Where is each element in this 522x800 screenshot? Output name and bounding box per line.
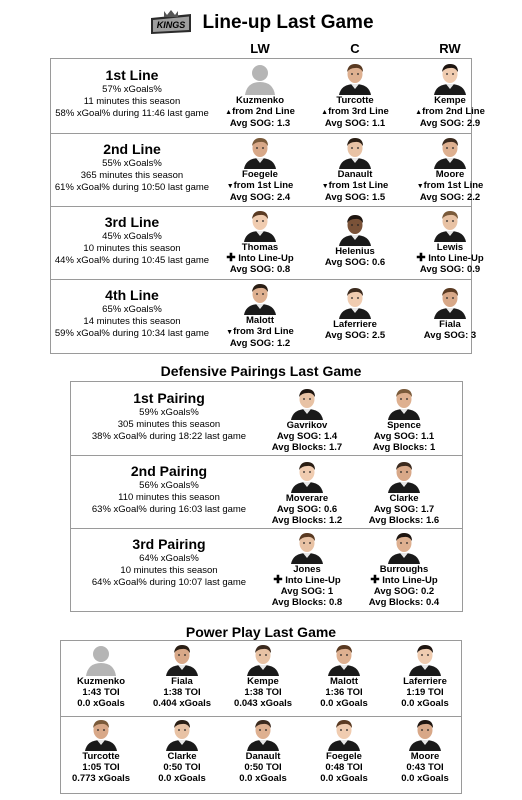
powerplay-player-card[interactable] [142,717,222,784]
player-photo [406,642,444,676]
player-movement: ▼from 1st Line [321,180,389,191]
powerplay-player-card[interactable] [223,717,303,784]
player-photo [244,717,282,751]
plus-icon: ✚ [273,574,283,586]
player-avg-sog: Avg SOG: 3 [423,330,477,341]
player-avg-sog: Avg SOG: 2.2 [419,192,481,203]
player-card[interactable] [300,135,410,203]
player-movement: ✚ Into Line-Up [416,252,484,264]
player-xgoals: 0.0 xGoals [401,773,449,784]
line-last-game: 58% xGoal% during 11:46 last game [55,108,209,119]
pairing-xgoals: 64% xGoals% [139,553,199,564]
player-photo [385,386,423,420]
defense-section-title: Defensive Pairings Last Game [160,363,362,379]
line-xgoals: 65% xGoals% [102,304,162,315]
player-name: Clarke [167,751,197,762]
player-card[interactable] [252,459,362,526]
player-movement: ✚ Into Line-Up [226,252,294,264]
arrow-down-icon: ▼ [321,183,329,190]
player-movement: ✚ Into Line-Up [273,574,341,586]
player-photo [163,717,201,751]
player-card[interactable] [300,61,410,129]
player-name: Moore [435,169,465,180]
player-name: Jones [293,564,321,575]
line-minutes: 14 minutes this season [83,316,181,327]
line-xgoals: 45% xGoals% [102,231,162,242]
line-last-game: 59% xGoal% during 10:34 last game [54,328,210,339]
player-name: Turcotte [82,751,120,762]
player-card[interactable] [205,281,315,349]
player-photo [336,285,374,319]
player-avg-sog: Avg SOG: 1 [280,586,334,597]
arrow-down-icon: ▼ [226,183,234,190]
player-card[interactable] [349,530,459,608]
player-avg-sog: Avg SOG: 2.4 [229,192,291,203]
player-avg-sog: Avg SOG: 1.1 [373,431,435,442]
player-name: Danault [337,169,373,180]
player-photo [241,61,279,95]
pairing-summary [76,390,262,443]
player-photo [241,208,279,242]
pairing-xgoals: 59% xGoals% [139,407,199,418]
line-title: 4th Line [105,287,159,303]
line-title: 3rd Line [104,214,160,230]
kings-logo [148,10,194,36]
player-name: Moverare [285,493,329,504]
arrow-down-icon: ▼ [416,183,424,190]
pairing-summary [76,536,262,589]
player-name: Malott [330,676,358,687]
player-photo [82,717,120,751]
column-head-c: C [350,41,360,56]
player-name: Laferriere [333,319,377,330]
player-name: Kuzmenko [235,95,285,106]
powerplay-player-card[interactable] [61,642,141,709]
player-name: Gavrikov [286,420,328,431]
player-movement: ▲from 3rd Line [321,106,389,117]
player-photo [82,642,120,676]
player-name: Burroughs [379,564,429,575]
player-card[interactable] [395,208,505,275]
column-head-lw: LW [250,41,270,56]
player-name: Kempe [434,95,466,106]
player-name: Turcotte [336,95,374,106]
player-xgoals: 0.773 xGoals [71,773,131,784]
player-avg-blocks: Avg Blocks: 1 [372,442,436,453]
line-last-game: 44% xGoal% during 10:45 last game [54,255,210,266]
line-xgoals: 55% xGoals% [102,158,162,169]
row-divider [70,455,463,456]
player-movement: ▲from 2nd Line [415,106,485,117]
pairing-title: 3rd Pairing [132,536,206,552]
player-name: Moore [410,751,440,762]
player-photo [288,386,326,420]
player-photo [336,61,374,95]
player-toi: 1:43 TOI [82,687,120,698]
player-toi: 0:48 TOI [325,762,363,773]
player-xgoals: 0.0 xGoals [401,698,449,709]
player-card[interactable] [395,61,505,129]
player-avg-blocks: Avg Blocks: 1.7 [271,442,343,453]
player-movement: ▼from 3rd Line [226,326,294,337]
player-name: Clarke [389,493,419,504]
line-summary [52,287,212,340]
line-summary [52,67,212,120]
player-toi: 1:38 TOI [244,687,282,698]
plus-icon: ✚ [416,252,426,264]
arrow-up-icon: ▲ [225,109,233,116]
player-name: Helenius [335,246,375,257]
plus-icon: ✚ [370,574,380,586]
line-last-game: 61% xGoal% during 10:50 last game [54,182,210,193]
player-photo [406,717,444,751]
player-toi: 1:05 TOI [82,762,120,773]
pairing-xgoals: 56% xGoals% [139,480,199,491]
player-movement: ▼from 1st Line [416,180,484,191]
page-title: Line-up Last Game [202,12,374,33]
player-toi: 0:43 TOI [406,762,444,773]
player-avg-sog: Avg SOG: 1.2 [229,338,291,349]
player-name: Foegele [326,751,362,762]
player-toi: 1:36 TOI [325,687,363,698]
player-photo [288,530,326,564]
powerplay-player-card[interactable] [304,717,384,784]
player-card[interactable] [300,285,410,341]
svg-text:KINGS: KINGS [157,20,186,30]
powerplay-player-card[interactable] [223,642,303,709]
player-avg-sog: Avg SOG: 0.2 [373,586,435,597]
player-toi: 0:50 TOI [244,762,282,773]
row-divider [70,528,463,529]
player-card[interactable] [395,135,505,203]
pairing-summary [76,463,262,516]
player-card[interactable] [252,386,362,453]
player-xgoals: 0.0 xGoals [77,698,125,709]
player-toi: 0:50 TOI [163,762,201,773]
player-card[interactable] [349,386,459,453]
player-movement: ▲from 2nd Line [225,106,295,117]
row-divider [50,133,472,134]
pairing-minutes: 10 minutes this season [120,565,218,576]
player-card[interactable] [205,61,315,129]
player-photo [288,459,326,493]
column-head-rw: RW [439,41,461,56]
player-name: Kuzmenko [76,676,126,687]
pairing-last-game: 38% xGoal% during 18:22 last game [91,431,247,442]
arrow-up-icon: ▲ [415,109,423,116]
player-avg-sog: Avg SOG: 1.4 [276,431,338,442]
player-name: Fiala [171,676,193,687]
player-name: Danault [245,751,281,762]
player-name: Laferriere [403,676,447,687]
line-summary [52,214,212,267]
row-divider [50,206,472,207]
player-photo [431,135,469,169]
player-avg-sog: Avg SOG: 1.5 [324,192,386,203]
player-photo [385,530,423,564]
player-photo [336,135,374,169]
player-photo [241,281,279,315]
arrow-up-icon: ▲ [321,109,329,116]
player-name: Malott [246,315,274,326]
line-minutes: 10 minutes this season [83,243,181,254]
player-avg-sog: Avg SOG: 1.1 [324,118,386,129]
pairing-last-game: 64% xGoal% during 10:07 last game [91,577,247,588]
player-avg-blocks: Avg Blocks: 1.2 [271,515,343,526]
player-avg-sog: Avg SOG: 0.6 [324,257,386,268]
line-summary [52,141,212,194]
line-xgoals: 57% xGoals% [102,84,162,95]
player-avg-sog: Avg SOG: 0.9 [419,264,481,275]
player-card[interactable] [205,135,315,203]
player-name: Kempe [247,676,279,687]
player-name: Fiala [439,319,461,330]
pairing-minutes: 110 minutes this season [118,492,220,503]
player-photo [431,208,469,242]
player-xgoals: 0.0 xGoals [320,698,368,709]
player-avg-blocks: Avg Blocks: 0.8 [271,597,343,608]
player-movement: ✚ Into Line-Up [370,574,438,586]
plus-icon: ✚ [226,252,236,264]
player-name: Lewis [436,242,464,253]
player-avg-sog: Avg SOG: 1.3 [229,118,291,129]
title-bar [0,6,522,40]
line-minutes: 365 minutes this season [80,170,184,181]
player-xgoals: 0.0 xGoals [239,773,287,784]
player-avg-sog: Avg SOG: 2.5 [324,330,386,341]
row-divider [50,279,472,280]
player-xgoals: 0.043 xGoals [233,698,293,709]
player-card[interactable] [395,285,505,341]
player-name: Foegele [242,169,278,180]
powerplay-section-title: Power Play Last Game [185,624,337,640]
player-photo [325,717,363,751]
player-photo [385,459,423,493]
line-title: 2nd Line [103,141,161,157]
player-card[interactable] [252,530,362,608]
player-xgoals: 0.0 xGoals [158,773,206,784]
powerplay-player-card[interactable] [61,717,141,784]
player-avg-sog: Avg SOG: 1.7 [373,504,435,515]
player-card[interactable] [349,459,459,526]
player-photo [431,285,469,319]
player-name: Thomas [241,242,279,253]
pairing-last-game: 63% xGoal% during 16:03 last game [91,504,247,515]
powerplay-player-card[interactable] [385,717,465,784]
player-photo [241,135,279,169]
player-xgoals: 0.404 xGoals [152,698,212,709]
powerplay-player-card[interactable] [385,642,465,709]
player-avg-blocks: Avg Blocks: 1.6 [368,515,440,526]
pairing-minutes: 305 minutes this season [117,419,221,430]
player-photo [244,642,282,676]
player-avg-sog: Avg SOG: 0.6 [276,504,338,515]
line-title: 1st Line [105,67,159,83]
player-toi: 1:38 TOI [163,687,201,698]
pairing-title: 2nd Pairing [130,463,208,479]
player-photo [431,61,469,95]
player-movement: ▼from 1st Line [226,180,294,191]
player-photo [163,642,201,676]
player-card[interactable] [205,208,315,275]
arrow-down-icon: ▼ [226,329,234,336]
line-minutes: 11 minutes this season [83,96,181,107]
powerplay-player-card[interactable] [304,642,384,709]
player-name: Spence [387,420,421,431]
pairing-title: 1st Pairing [133,390,205,406]
powerplay-player-card[interactable] [142,642,222,709]
player-xgoals: 0.0 xGoals [320,773,368,784]
player-card[interactable] [300,212,410,268]
player-avg-blocks: Avg Blocks: 0.4 [368,597,440,608]
player-photo [336,212,374,246]
player-avg-sog: Avg SOG: 2.9 [419,118,481,129]
player-avg-sog: Avg SOG: 0.8 [229,264,291,275]
player-toi: 1:19 TOI [406,687,444,698]
player-photo [325,642,363,676]
